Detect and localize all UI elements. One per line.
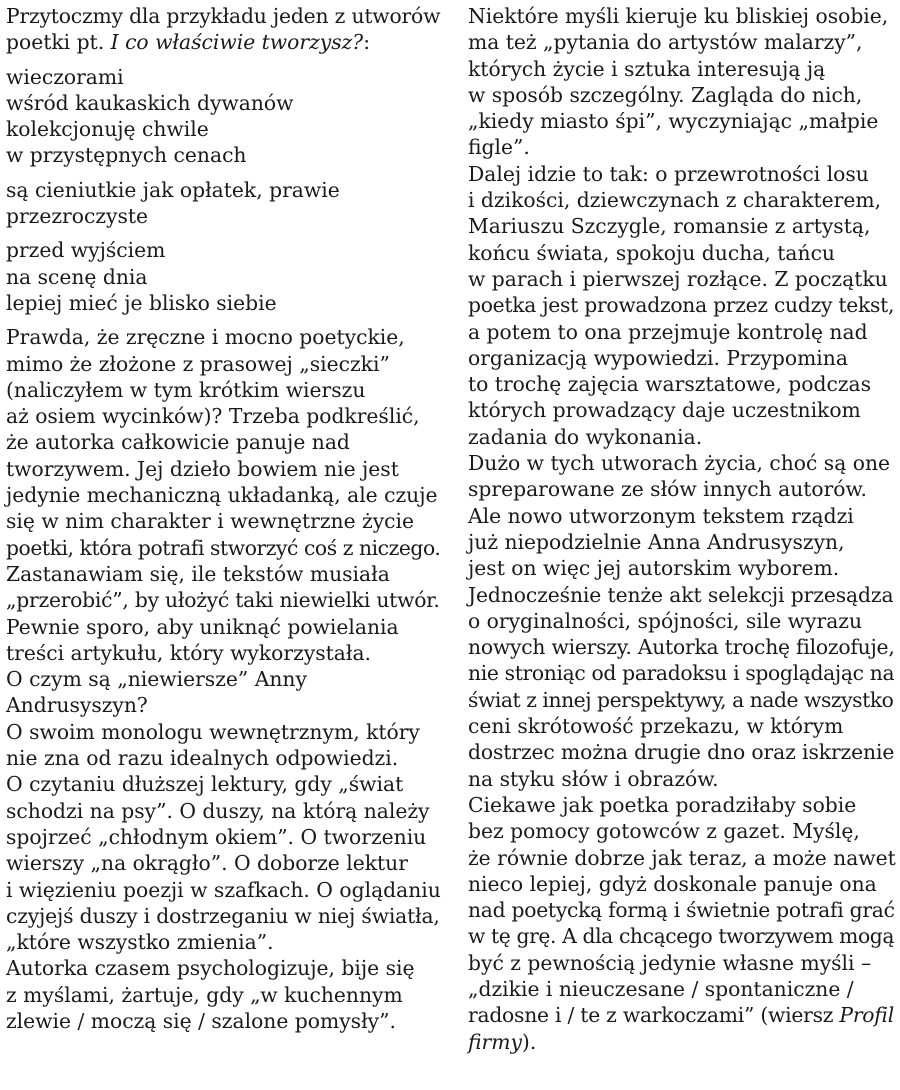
text-line: w parach i pierwszej rozłące. Z początku	[468, 266, 888, 291]
text-line: dostrzec można drugie dno oraz iskrzenie	[468, 740, 895, 765]
text-line: a potem to ona przejmuje kontrolę nad	[468, 319, 868, 344]
text-line: jedynie mechaniczną układanką, ale czuje	[6, 483, 438, 508]
text-line: nowych wierszy. Autorka trochę filozofuje,	[468, 635, 895, 660]
poem-line: kolekcjonuję chwile	[6, 117, 209, 142]
text-line: Mariuszu Szczygle, romansie z artystą,	[468, 214, 871, 239]
text-line: że równie dobrze jak teraz, a może nawet	[468, 845, 896, 870]
text-line: spreparowane ze słów innych autorów.	[468, 477, 867, 502]
body-text	[468, 3, 896, 1002]
text-line: których prowadzący daje uczestnikom	[468, 398, 861, 423]
text-line: się w nim charakter i wewnętrzne życie	[6, 509, 415, 534]
text-line: już niepodzielnie Anna Andrusyszyn,	[468, 529, 845, 554]
text-line: Prawda, że zręczne i mocno poetyckie,	[6, 325, 405, 350]
text-line: czyjejś duszy i dostrzeganiu w niej światła,	[6, 903, 440, 928]
text-line: których życie i sztuka interesują ją	[468, 56, 826, 81]
text-line: spojrzeć „chłodnym okiem”. O tworzeniu	[6, 824, 427, 849]
poem-line: są cieniutkie jak opłatek, prawie	[6, 177, 340, 202]
text-line: nie stroniąc od paradoksu i spoglądając na	[468, 661, 895, 686]
text-line: Ale nowo utworzonym tekstem rządzi	[468, 503, 854, 528]
text-line: figle”.	[468, 135, 530, 160]
poem-title: firmy	[468, 1029, 522, 1054]
text-run: ).	[521, 1029, 537, 1054]
poem-line: wieczorami	[6, 64, 124, 89]
text-line	[6, 29, 442, 55]
poem-stanza	[6, 237, 442, 316]
text-line: z myślami, żartuje, gdy „w kuchennym	[6, 982, 403, 1007]
text-line: O swoim monologu wewnętrznym, który	[6, 719, 420, 744]
poem-stanza	[6, 177, 442, 230]
poem-line: przed wyjściem	[6, 238, 166, 263]
left-column	[6, 3, 442, 1034]
text-line: tworzywem. Jej dzieło bowiem nie jest	[6, 456, 399, 481]
quoted-poem	[6, 64, 442, 317]
poem-title: Profil	[839, 1003, 895, 1028]
text-line: Niektóre myśli kieruje ku bliskiej osobie,	[468, 4, 889, 28]
text-line: O czym są „niewiersze” Anny	[6, 667, 307, 692]
text-line: Dalej idzie to tak: o przewrotności losu	[468, 161, 869, 186]
text-line: O czytaniu dłuższej lektury, gdy „świat	[6, 772, 404, 797]
text-line: i więzieniu poezji w szafkach. O oglądaniu	[6, 877, 441, 902]
text-line: (naliczyłem w tym krótkim wierszu	[6, 377, 366, 402]
poem-line: w przystępnych cenach	[6, 143, 247, 168]
text-run: poetki pt.	[6, 30, 111, 55]
text-line: i dzikości, dziewczynach z charakterem,	[468, 188, 882, 213]
text-line: być z pewnością jedynie własne myśli –	[468, 950, 872, 975]
text-line: Zastanawiam się, ile tekstów musiała	[6, 561, 390, 586]
text-line: Jednocześnie tenże akt selekcji przesądza	[468, 582, 894, 607]
text-line: wierszy „na okrągło”. O doborze lektur	[6, 851, 408, 876]
text-line: „przerobić”, by ułożyć taki niewielki utwór.	[6, 588, 440, 613]
poem-stanza	[6, 64, 442, 169]
text-line: poetka jest prowadzona przez cudzy tekst,	[468, 293, 895, 318]
poem-line: przezroczyste	[6, 204, 149, 229]
text-line: schodzi na psy”. O duszy, na którą należy	[6, 798, 430, 823]
text-line: w tę grę. A dla chcącego tworzywem mogą	[468, 924, 895, 949]
text-line: nad poetycką formą i świetnie potrafi grać	[468, 898, 895, 923]
text-line: o oryginalności, spójności, sile wyrazu	[468, 608, 863, 633]
text-run: radosne i / te z warkoczami” (wiersz	[468, 1003, 840, 1028]
text-line: świat z innej perspektywy, a nade wszystko	[468, 687, 894, 712]
body-text	[6, 324, 442, 1034]
text-line: Autorka czasem psychologizuje, bije się	[6, 956, 415, 981]
text-line: Przytoczmy dla przykładu jeden z utworów	[6, 4, 441, 28]
text-line: na styku słów i obrazów.	[468, 766, 719, 791]
text-line: poetki, która potrafi stworzyć coś z niczego.	[6, 535, 441, 560]
text-line: Pewnie sporo, aby uniknąć powielania	[6, 614, 399, 639]
text-line: to trochę zajęcia warsztatowe, podczas	[468, 372, 872, 397]
text-line: nieco lepiej, gdyż doskonale panuje ona	[468, 871, 877, 896]
text-line: „kiedy miasto śpi”, wyczyniając „małpie	[468, 109, 879, 134]
text-line: Dużo w tych utworach życia, choć są one	[468, 451, 891, 476]
text-line: ceni skrótowość przekazu, w którym	[468, 714, 844, 739]
text-line: zlewie / moczą się / szalone pomysły”.	[6, 1008, 396, 1033]
text-line: Ciekawe jak poetka poradziłaby sobie	[468, 792, 857, 817]
text-line: końcu świata, spokoju ducha, tańcu	[468, 240, 835, 265]
text-line: mimo że złożone z prasowej „sieczki”	[6, 351, 390, 376]
poem-line: lepiej mieć je blisko siebie	[6, 290, 277, 315]
text-line: w sposób szczególny. Zagląda do nich,	[468, 82, 863, 107]
text-line: aż osiem wycinków)? Trzeba podkreślić,	[6, 404, 420, 429]
text-line: że autorka całkowicie panuje nad	[6, 430, 350, 455]
text-line: nie zna od razu idealnych odpowiedzi.	[6, 746, 399, 771]
text-line: organizacją wypowiedzi. Przypomina	[468, 345, 848, 370]
poem-line: na scenę dnia	[6, 264, 148, 289]
poem-line: wśród kaukaskich dywanów	[6, 90, 294, 115]
text-line: Andrusyszyn?	[6, 693, 148, 718]
text-run: :	[363, 30, 371, 55]
text-line	[468, 1029, 896, 1055]
text-line	[468, 1002, 896, 1028]
text-line: jest on więc jej autorskim wyborem.	[468, 556, 840, 581]
poem-title: I co właściwie tworzysz?	[110, 30, 364, 55]
text-line: bez pomocy gotowców z gazet. Myślę,	[468, 819, 860, 844]
text-line: „które wszystko zmienia”.	[6, 930, 274, 955]
text-line: treści artykułu, który wykorzystała.	[6, 640, 371, 665]
text-line: „dzikie i nieuczesane / spontaniczne /	[468, 976, 854, 1001]
right-column	[468, 3, 896, 1055]
text-line: zadania do wykonania.	[468, 424, 703, 449]
text-line: ma też „pytania do artystów malarzy”,	[468, 30, 863, 55]
